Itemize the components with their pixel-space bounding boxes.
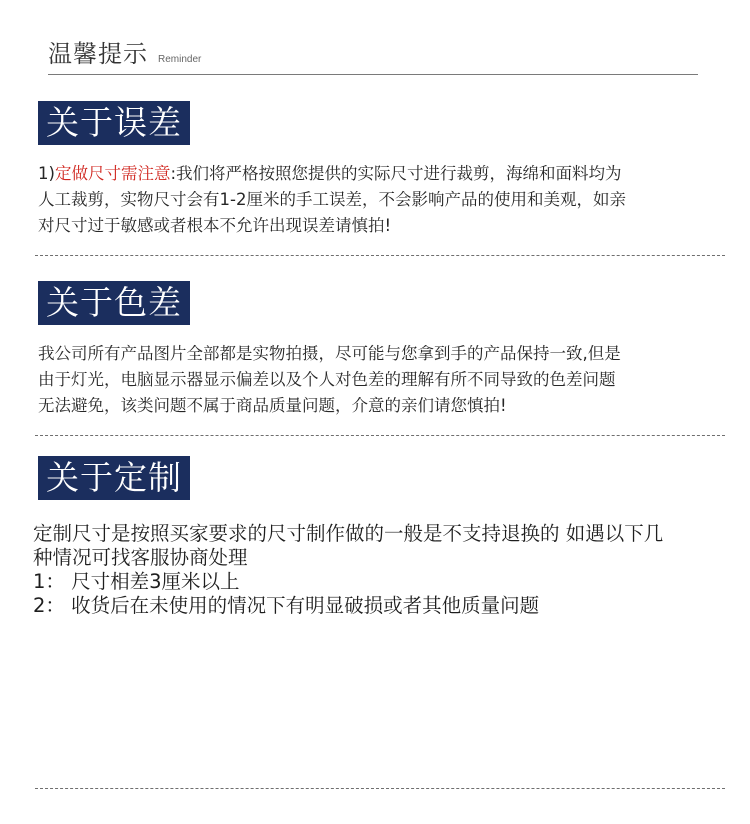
section-text-line: 定制尺寸是按照买家要求的尺寸制作做的一般是不支持退换的 如遇以下几 [33, 522, 664, 545]
section-title-custom: 关于定制 [38, 456, 190, 500]
dashed-divider [35, 435, 725, 436]
section-text-line [38, 161, 728, 187]
highlight-note: 定做尺寸需注意 [54, 164, 171, 183]
list-item: 2： 收货后在未使用的情况下有明显破损或者其他质量问题 [33, 594, 540, 617]
section-text-error [38, 161, 728, 239]
list-item: 1： 尺寸相差3厘米以上 [33, 570, 240, 593]
dashed-divider [35, 255, 725, 256]
text-segment: :我们将严格按照您提供的实际尺寸进行裁剪，海绵和面料均为 [170, 164, 622, 183]
list-prefix: 1) [38, 164, 55, 183]
section-text-line: 我公司所有产品图片全部都是实物拍摄，尽可能与您拿到手的产品保持一致,但是 [38, 344, 621, 363]
section-title-error: 关于误差 [38, 101, 190, 145]
section-text-custom [33, 522, 733, 618]
section-text-line: 对尺寸过于敏感或者根本不允许出现误差请慎拍! [38, 216, 392, 235]
section-text-color [38, 341, 728, 419]
section-text-line: 无法避免，该类问题不属于商品质量问题，介意的亲们请您慎拍! [38, 396, 507, 415]
section-text-line: 人工裁剪，实物尺寸会有1-2厘米的手工误差，不会影响产品的使用和美观，如亲 [38, 190, 626, 209]
section-text-line: 种情况可找客服协商处理 [33, 546, 248, 569]
dashed-divider [35, 788, 725, 789]
reminder-subtitle: Reminder [158, 54, 202, 65]
section-title-color: 关于色差 [38, 281, 190, 325]
section-text-line: 由于灯光，电脑显示器显示偏差以及个人对色差的理解有所不同导致的色差问题 [38, 370, 616, 389]
reminder-title: 温馨提示 [48, 40, 148, 68]
reminder-header [48, 38, 698, 75]
